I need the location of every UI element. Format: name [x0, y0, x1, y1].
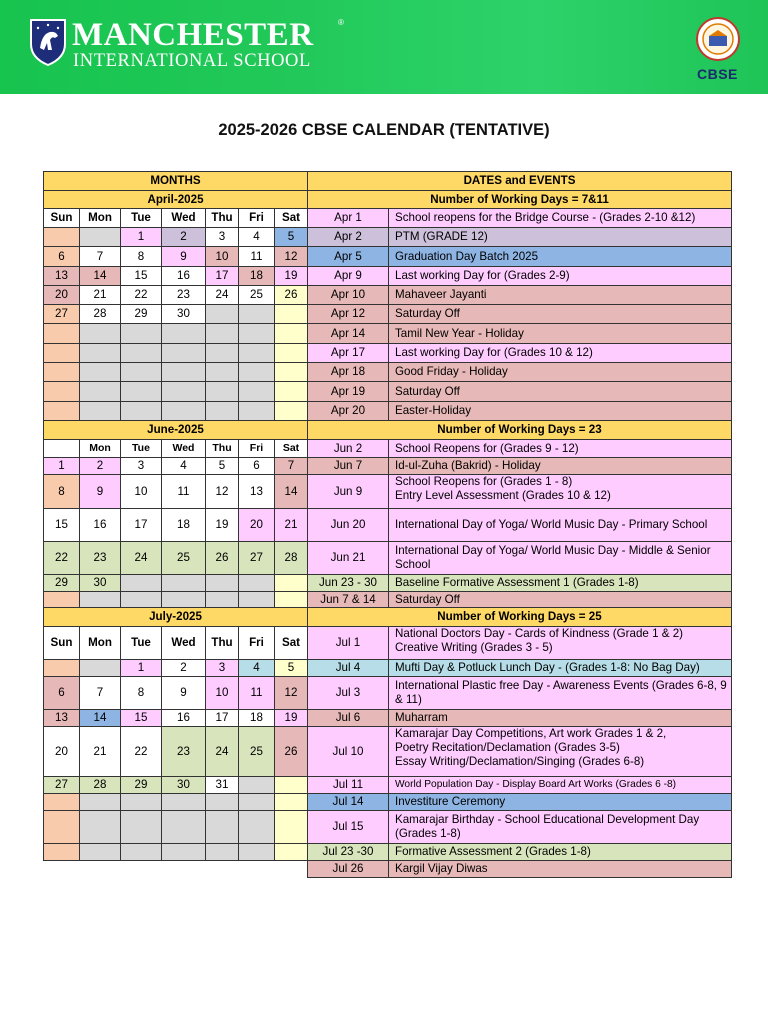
calendar-day: 12	[274, 246, 308, 267]
calendar-day	[161, 401, 206, 421]
event-description: Muharram	[388, 709, 732, 727]
calendar-day: 10	[120, 474, 162, 509]
calendar-day	[79, 591, 121, 608]
event-date: Jun 23 - 30	[307, 574, 389, 592]
day-header: Thu	[205, 439, 239, 458]
calendar-day	[120, 323, 162, 344]
event-date: Apr 2	[307, 227, 389, 247]
event-description: Formative Assessment 2 (Grades 1-8)	[388, 843, 732, 861]
calendar-day: 11	[238, 246, 275, 267]
calendar-day: 27	[238, 541, 275, 575]
calendar-day	[274, 793, 308, 811]
day-header: Tue	[120, 439, 162, 458]
school-banner	[0, 0, 768, 94]
event-description: International Day of Yoga/ World Music Day - Middle & Senior School	[388, 541, 732, 575]
calendar-day: 26	[205, 541, 239, 575]
calendar-day: 11	[238, 676, 275, 710]
calendar-day	[205, 323, 239, 344]
day-header: Tue	[120, 208, 162, 228]
event-description: Saturday Off	[388, 591, 732, 608]
calendar-day	[238, 323, 275, 344]
calendar-day	[205, 591, 239, 608]
calendar-day: 4	[238, 659, 275, 677]
calendar-day	[161, 591, 206, 608]
event-date: Apr 20	[307, 401, 389, 421]
calendar-day: 16	[79, 508, 121, 542]
calendar-day	[161, 343, 206, 363]
day-header: Fri	[238, 626, 275, 660]
event-date: Jul 3	[307, 676, 389, 710]
month-title: April-2025	[43, 190, 308, 209]
calendar-day	[274, 401, 308, 421]
calendar-day: 2	[79, 457, 121, 475]
calendar-day	[274, 574, 308, 592]
calendar-day	[120, 362, 162, 382]
calendar-day	[205, 401, 239, 421]
school-crest-icon	[28, 14, 68, 66]
event-description: Saturday Off	[388, 381, 732, 402]
school-name: MANCHESTER	[72, 17, 314, 53]
event-description: School Reopens for (Grades 1 - 8) Entry Level Assessment (Grades 10 & 12)	[388, 474, 732, 509]
event-date: Jun 2	[307, 439, 389, 458]
calendar-day	[205, 343, 239, 363]
event-date: Apr 1	[307, 208, 389, 228]
calendar-day: 20	[43, 285, 80, 305]
months-header: MONTHS	[43, 171, 308, 191]
event-description: Graduation Day Batch 2025	[388, 246, 732, 267]
calendar-day: 14	[274, 474, 308, 509]
cbse-label: CBSE	[697, 66, 738, 82]
calendar-day	[79, 793, 121, 811]
calendar-day: 28	[79, 776, 121, 794]
calendar-day: 22	[43, 541, 80, 575]
event-date: Apr 12	[307, 304, 389, 324]
calendar-day	[43, 401, 80, 421]
events-header: DATES and EVENTS	[307, 171, 732, 191]
event-date: Jul 15	[307, 810, 389, 844]
calendar-day: 25	[161, 541, 206, 575]
calendar-day	[238, 381, 275, 402]
calendar-day: 1	[120, 659, 162, 677]
event-date: Apr 14	[307, 323, 389, 344]
calendar-day	[161, 381, 206, 402]
calendar-day	[120, 343, 162, 363]
day-header: Mon	[79, 626, 121, 660]
event-date: Jul 6	[307, 709, 389, 727]
calendar-day	[43, 793, 80, 811]
day-header: Sat	[274, 439, 308, 458]
event-date: Jul 26	[307, 860, 389, 878]
calendar-day: 6	[43, 246, 80, 267]
calendar-day: 25	[238, 726, 275, 777]
calendar-day	[274, 776, 308, 794]
calendar-day: 22	[120, 285, 162, 305]
calendar-day: 11	[161, 474, 206, 509]
calendar-day: 18	[238, 266, 275, 286]
calendar-day	[161, 843, 206, 861]
calendar-day	[79, 323, 121, 344]
calendar-day: 21	[274, 508, 308, 542]
calendar-day	[274, 381, 308, 402]
event-description: Easter-Holiday	[388, 401, 732, 421]
calendar-day	[238, 776, 275, 794]
day-header: Mon	[79, 439, 121, 458]
event-description: Kamarajar Day Competitions, Art work Grades 1 & 2, Poetry Recitation/Declamation (Grades 3-5) Essay Writing/Declamation/Singing (Grades 6-8)	[388, 726, 732, 777]
day-header: Sun	[43, 208, 80, 228]
event-date: Jul 14	[307, 793, 389, 811]
event-description: Investiture Ceremony	[388, 793, 732, 811]
calendar-day	[205, 810, 239, 844]
calendar-day	[161, 362, 206, 382]
month-title: July-2025	[43, 607, 308, 627]
event-description: Kargil Vijay Diwas	[388, 860, 732, 878]
event-date: Jun 7 & 14	[307, 591, 389, 608]
event-description: Tamil New Year - Holiday	[388, 323, 732, 344]
calendar-day: 7	[79, 676, 121, 710]
calendar-day: 10	[205, 246, 239, 267]
calendar-day: 21	[79, 726, 121, 777]
calendar-day	[161, 810, 206, 844]
calendar-day: 8	[120, 246, 162, 267]
calendar-day: 21	[79, 285, 121, 305]
calendar-day	[43, 591, 80, 608]
calendar-day: 23	[161, 726, 206, 777]
calendar-day	[43, 810, 80, 844]
calendar-day: 29	[120, 304, 162, 324]
event-description: Baseline Formative Assessment 1 (Grades 1-8)	[388, 574, 732, 592]
calendar-day: 28	[274, 541, 308, 575]
calendar-day	[274, 362, 308, 382]
event-date: Jun 21	[307, 541, 389, 575]
calendar-day: 16	[161, 709, 206, 727]
calendar-day	[120, 793, 162, 811]
day-header: Wed	[161, 439, 206, 458]
calendar-day	[205, 304, 239, 324]
day-header	[43, 439, 80, 458]
calendar-day: 5	[274, 659, 308, 677]
calendar-day: 22	[120, 726, 162, 777]
calendar-day: 20	[43, 726, 80, 777]
calendar-day	[79, 810, 121, 844]
calendar-day: 24	[205, 726, 239, 777]
calendar-day: 9	[161, 676, 206, 710]
calendar-day	[205, 793, 239, 811]
event-date: Jun 7	[307, 457, 389, 475]
calendar-day	[161, 574, 206, 592]
calendar-day	[274, 323, 308, 344]
event-description: Kamarajar Birthday - School Educational Development Day (Grades 1-8)	[388, 810, 732, 844]
calendar-day: 8	[120, 676, 162, 710]
calendar-day	[79, 659, 121, 677]
registered-mark: ®	[338, 18, 344, 27]
working-days: Number of Working Days = 7&11	[307, 190, 732, 209]
day-header: Sat	[274, 208, 308, 228]
calendar-day: 14	[79, 709, 121, 727]
day-header: Mon	[79, 208, 121, 228]
day-header: Wed	[161, 208, 206, 228]
calendar-day	[79, 843, 121, 861]
event-description: National Doctors Day - Cards of Kindness (Grade 1 & 2) Creative Writing (Grades 3 - 5)	[388, 626, 732, 660]
calendar-day	[238, 401, 275, 421]
event-date: Apr 17	[307, 343, 389, 363]
calendar-day: 12	[274, 676, 308, 710]
calendar-day: 17	[120, 508, 162, 542]
event-date: Jul 23 -30	[307, 843, 389, 861]
calendar-day: 17	[205, 709, 239, 727]
calendar-day	[238, 362, 275, 382]
calendar-day	[43, 381, 80, 402]
calendar-day: 24	[120, 541, 162, 575]
event-date: Jun 20	[307, 508, 389, 542]
calendar-day: 10	[205, 676, 239, 710]
calendar-day: 18	[161, 508, 206, 542]
calendar-day: 7	[79, 246, 121, 267]
day-header: Fri	[238, 439, 275, 458]
calendar-day: 24	[205, 285, 239, 305]
calendar-day	[238, 843, 275, 861]
calendar-day	[238, 304, 275, 324]
calendar-day: 3	[120, 457, 162, 475]
calendar-day	[120, 843, 162, 861]
calendar-day: 9	[79, 474, 121, 509]
event-date: Jul 11	[307, 776, 389, 794]
calendar-day: 1	[43, 457, 80, 475]
calendar-day	[161, 323, 206, 344]
calendar-day	[205, 381, 239, 402]
event-description: World Population Day - Display Board Art Works (Grades 6 -8)	[388, 776, 732, 794]
calendar-day: 23	[161, 285, 206, 305]
calendar-day	[238, 793, 275, 811]
calendar-day	[274, 843, 308, 861]
event-description: Last working Day for (Grades 10 & 12)	[388, 343, 732, 363]
calendar-day: 26	[274, 726, 308, 777]
calendar-day	[205, 843, 239, 861]
calendar-day: 30	[161, 304, 206, 324]
event-description: Saturday Off	[388, 304, 732, 324]
day-header: Sun	[43, 626, 80, 660]
working-days: Number of Working Days = 23	[307, 420, 732, 440]
calendar-day	[274, 810, 308, 844]
calendar-day: 20	[238, 508, 275, 542]
calendar-day: 28	[79, 304, 121, 324]
calendar-day: 15	[120, 709, 162, 727]
calendar-day: 26	[274, 285, 308, 305]
calendar-day	[120, 574, 162, 592]
event-date: Jul 10	[307, 726, 389, 777]
calendar-day: 25	[238, 285, 275, 305]
month-title: June-2025	[43, 420, 308, 440]
calendar-day: 13	[43, 709, 80, 727]
day-header: Fri	[238, 208, 275, 228]
calendar-day: 30	[79, 574, 121, 592]
calendar-day	[79, 343, 121, 363]
cbse-emblem-icon	[695, 16, 741, 62]
event-description: International Plastic free Day - Awareness Events (Grades 6-8, 9 & 11)	[388, 676, 732, 710]
calendar-day	[43, 323, 80, 344]
day-header: Sat	[274, 626, 308, 660]
event-description: Last working Day for (Grades 2-9)	[388, 266, 732, 286]
day-header: Wed	[161, 626, 206, 660]
calendar-day	[79, 381, 121, 402]
calendar-day: 30	[161, 776, 206, 794]
day-header: Thu	[205, 626, 239, 660]
calendar-day	[120, 591, 162, 608]
calendar-day: 9	[161, 246, 206, 267]
calendar-day: 7	[274, 457, 308, 475]
calendar-day: 2	[161, 227, 206, 247]
calendar-day	[238, 574, 275, 592]
event-date: Apr 9	[307, 266, 389, 286]
calendar-day	[274, 304, 308, 324]
calendar-day: 3	[205, 659, 239, 677]
calendar-day	[43, 843, 80, 861]
calendar-day	[120, 401, 162, 421]
calendar-day: 6	[238, 457, 275, 475]
calendar-day	[43, 227, 80, 247]
calendar-day: 27	[43, 776, 80, 794]
calendar-day	[79, 362, 121, 382]
calendar-day: 5	[274, 227, 308, 247]
event-description: Mufti Day & Potluck Lunch Day - (Grades 1-8: No Bag Day)	[388, 659, 732, 677]
day-header: Thu	[205, 208, 239, 228]
calendar-day	[43, 343, 80, 363]
calendar-day	[205, 362, 239, 382]
calendar-day: 3	[205, 227, 239, 247]
calendar-day: 4	[161, 457, 206, 475]
calendar-day: 23	[79, 541, 121, 575]
calendar-day	[43, 659, 80, 677]
calendar-day: 18	[238, 709, 275, 727]
event-description: Mahaveer Jayanti	[388, 285, 732, 305]
event-date: Jun 9	[307, 474, 389, 509]
calendar-day: 14	[79, 266, 121, 286]
calendar-day: 29	[43, 574, 80, 592]
calendar-day	[238, 591, 275, 608]
event-date: Apr 18	[307, 362, 389, 382]
calendar-day: 12	[205, 474, 239, 509]
calendar-day: 27	[43, 304, 80, 324]
calendar-day	[120, 381, 162, 402]
event-date: Apr 19	[307, 381, 389, 402]
calendar-day: 6	[43, 676, 80, 710]
day-header: Tue	[120, 626, 162, 660]
calendar-day: 31	[205, 776, 239, 794]
calendar-day: 16	[161, 266, 206, 286]
event-date: Jul 4	[307, 659, 389, 677]
calendar-day: 4	[238, 227, 275, 247]
calendar-day: 13	[43, 266, 80, 286]
calendar-day	[161, 793, 206, 811]
calendar-day	[274, 343, 308, 363]
event-date: Apr 5	[307, 246, 389, 267]
calendar-day	[205, 574, 239, 592]
calendar-day: 1	[120, 227, 162, 247]
school-subtitle: INTERNATIONAL SCHOOL	[73, 51, 311, 71]
event-description: PTM (GRADE 12)	[388, 227, 732, 247]
event-description: Id-ul-Zuha (Bakrid) - Holiday	[388, 457, 732, 475]
event-description: School reopens for the Bridge Course - (Grades 2-10 &12)	[388, 208, 732, 228]
calendar-day	[238, 810, 275, 844]
calendar-day: 15	[43, 508, 80, 542]
calendar-day: 19	[274, 709, 308, 727]
event-description: School Reopens for (Grades 9 - 12)	[388, 439, 732, 458]
calendar-day: 17	[205, 266, 239, 286]
calendar-day: 19	[205, 508, 239, 542]
calendar-day: 2	[161, 659, 206, 677]
event-date: Jul 1	[307, 626, 389, 660]
calendar-day: 15	[120, 266, 162, 286]
calendar-day	[238, 343, 275, 363]
calendar-day	[79, 227, 121, 247]
calendar-day: 19	[274, 266, 308, 286]
calendar-day	[274, 591, 308, 608]
page-title: 2025-2026 CBSE CALENDAR (TENTATIVE)	[218, 121, 550, 139]
event-date: Apr 10	[307, 285, 389, 305]
calendar-day	[120, 810, 162, 844]
event-description: International Day of Yoga/ World Music Day - Primary School	[388, 508, 732, 542]
calendar-day: 8	[43, 474, 80, 509]
calendar-day: 5	[205, 457, 239, 475]
working-days: Number of Working Days = 25	[307, 607, 732, 627]
calendar-day	[79, 401, 121, 421]
event-description: Good Friday - Holiday	[388, 362, 732, 382]
calendar-day	[43, 362, 80, 382]
calendar-day: 29	[120, 776, 162, 794]
calendar-day: 13	[238, 474, 275, 509]
